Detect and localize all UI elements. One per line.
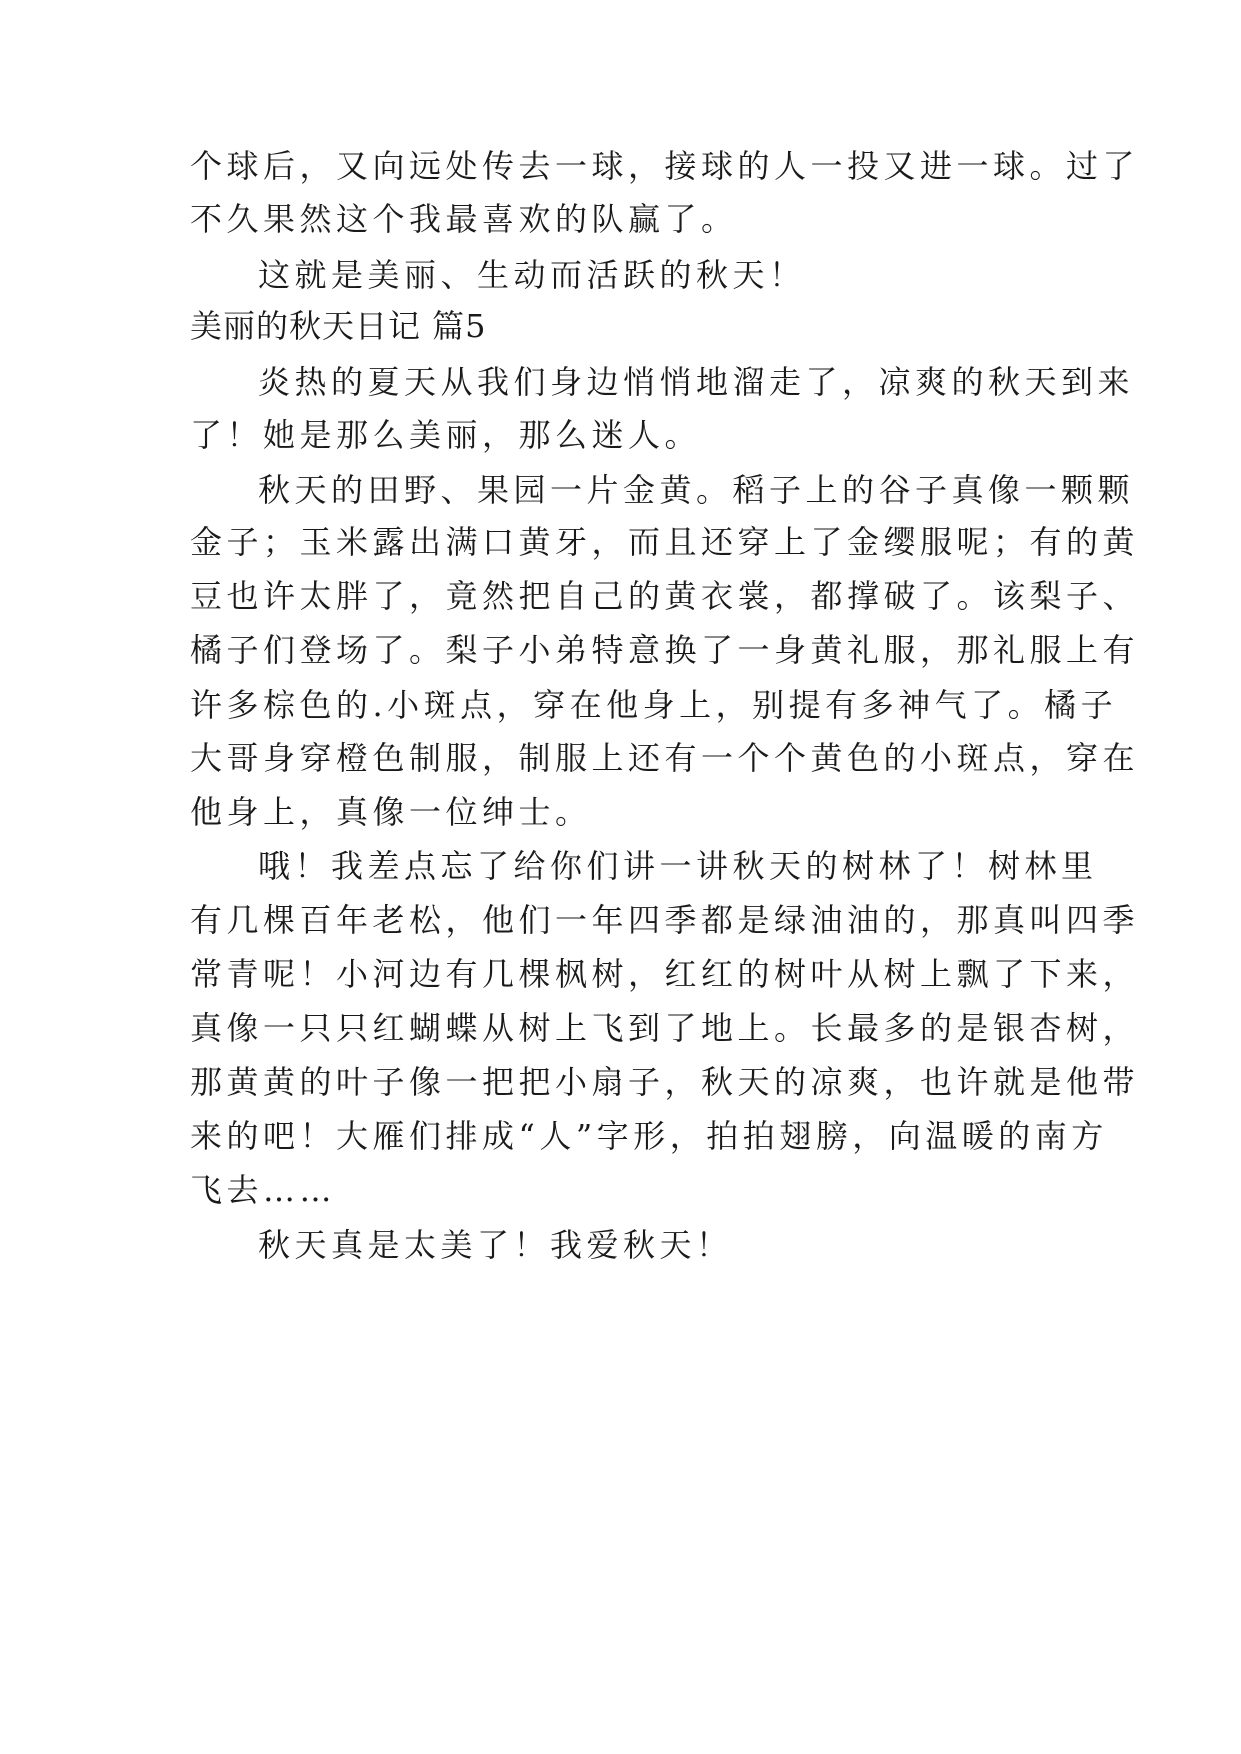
paragraph-line: 来的吧！大雁们排成“人”字形，拍拍翅膀，向温暖的南方 (190, 1117, 1108, 1155)
paragraph-line: 飞去…… (190, 1171, 337, 1209)
paragraph-line: 常青呢！小河边有几棵枫树，红红的树叶从树上飘了下来， (190, 955, 1140, 993)
paragraph-line: 这就是美丽、生动而活跃的秋天！ (258, 256, 806, 294)
paragraph-line: 有几棵百年老松，他们一年四季都是绿油油的，那真叫四季 (190, 901, 1140, 939)
paragraph-line: 秋天真是太美了！我爱秋天！ (258, 1226, 733, 1264)
paragraph-line: 他身上，真像一位绅士。 (190, 793, 592, 831)
paragraph-line: 橘子们登场了。梨子小弟特意换了一身黄礼服，那礼服上有 (190, 631, 1140, 669)
paragraph-line: 大哥身穿橙色制服，制服上还有一个个黄色的小斑点，穿在 (190, 739, 1140, 777)
paragraph-line: 炎热的夏天从我们身边悄悄地溜走了，凉爽的秋天到来 (258, 363, 1135, 401)
paragraph-line: 了！她是那么美丽，那么迷人。 (190, 416, 702, 454)
section-heading: 美丽的秋天日记 篇5 (190, 307, 487, 345)
paragraph-line: 金子；玉米露出满口黄牙，而且还穿上了金缨服呢；有的黄 (190, 523, 1140, 561)
paragraph-line: 那黄黄的叶子像一把把小扇子，秋天的凉爽，也许就是他带 (190, 1063, 1140, 1101)
paragraph-line: 个球后，又向远处传去一球，接球的人一投又进一球。过了 (190, 147, 1140, 185)
paragraph-line: 许多棕色的.小斑点，穿在他身上，别提有多神气了。橘子 (190, 686, 1118, 724)
paragraph-line: 秋天的田野、果园一片金黄。稻子上的谷子真像一颗颗 (258, 471, 1135, 509)
paragraph-line: 真像一只只红蝴蝶从树上飞到了地上。长最多的是银杏树， (190, 1009, 1140, 1047)
paragraph-line: 不久果然这个我最喜欢的队赢了。 (190, 200, 738, 238)
paragraph-line: 哦！我差点忘了给你们讲一讲秋天的树林了！树林里 (258, 847, 1098, 885)
paragraph-line: 豆也许太胖了，竟然把自己的黄衣裳，都撑破了。该梨子、 (190, 577, 1140, 615)
